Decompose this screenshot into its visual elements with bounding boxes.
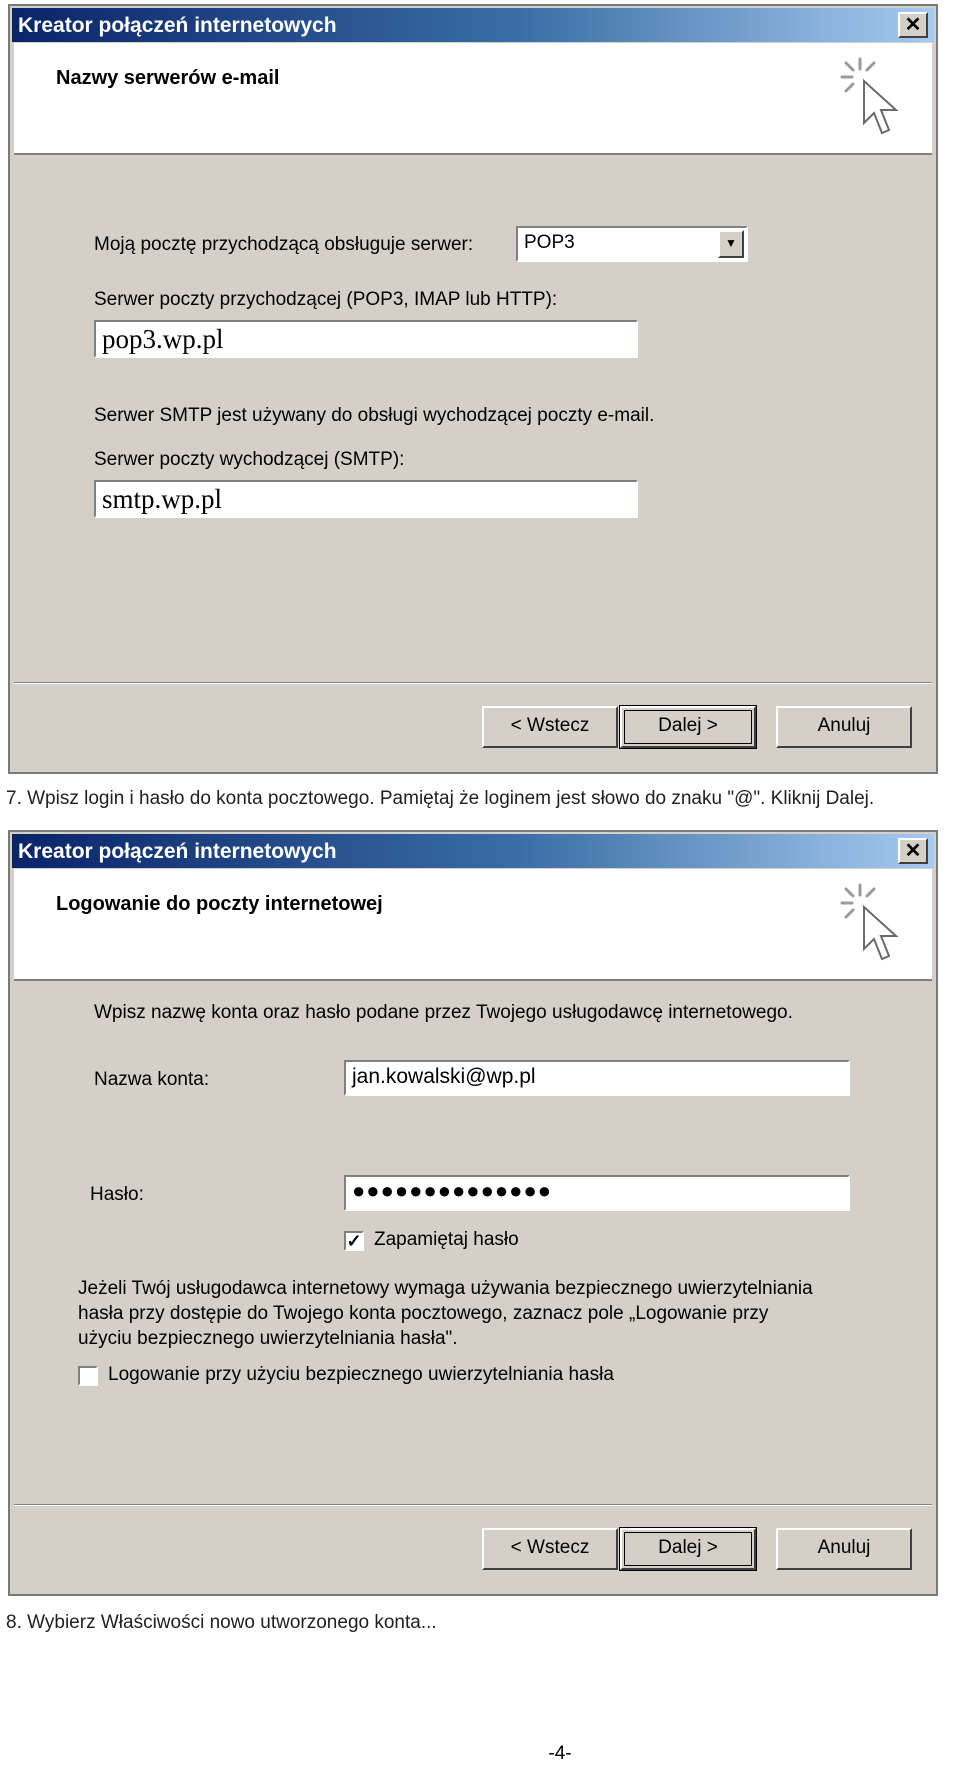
step-7-caption: 7. Wpisz login i hasło do konta pocztowego. Pamiętaj że loginem jest słowo do znaku "@". Kliknij Dalej. [6,788,875,809]
outgoing-server-label: Serwer poczty wychodzącej (SMTP): [94,449,405,470]
incoming-type-value: POP3 [524,232,575,253]
page-title: Logowanie do poczty internetowej [56,893,383,915]
password-input[interactable]: ●●●●●●●●●●●●●● [344,1175,850,1211]
remember-password-label: Zapamiętaj hasło [374,1229,519,1250]
account-name-label: Nazwa konta: [94,1069,210,1090]
spa-checkbox[interactable] [78,1366,98,1386]
smtp-info-text: Serwer SMTP jest używany do obsługi wychodzącej poczty e-mail. [94,405,655,426]
wizard-cursor-icon [834,53,914,145]
page-title: Nazwy serwerów e-mail [56,67,280,89]
close-button[interactable]: ✕ [898,12,928,38]
wizard-header [14,869,932,981]
spa-description-line-3: użyciu bezpiecznego uwierzytelniania hasła". [78,1328,458,1349]
title-bar [12,8,934,42]
back-button[interactable]: < Wstecz [482,1528,618,1570]
step-8-caption: 8. Wybierz Właściwości nowo utworzonego konta... [6,1612,437,1633]
window-title: Kreator połączeń internetowych [18,840,337,863]
incoming-type-select[interactable] [516,226,748,262]
incoming-server-input[interactable]: pop3.wp.pl [94,320,638,358]
password-label: Hasło: [90,1184,144,1205]
spa-checkbox-label: Logowanie przy użyciu bezpiecznego uwierzytelniania hasła [108,1364,614,1385]
chevron-down-icon[interactable]: ▼ [718,230,744,258]
server-names-dialog [8,4,938,774]
remember-password-checkbox[interactable]: ✓ [344,1231,364,1251]
incoming-type-label: Moją pocztę przychodzącą obsługuje serwer: [94,234,474,255]
cancel-button[interactable]: Anuluj [776,1528,912,1570]
spa-description-line-1: Jeżeli Twój usługodawca internetowy wymaga używania bezpiecznego uwierzytelniania [78,1278,813,1299]
cancel-button[interactable]: Anuluj [776,706,912,748]
instruction-text: Wpisz nazwę konta oraz hasło podane przez Twojego usługodawcę internetowego. [94,1002,793,1023]
button-separator [14,682,932,684]
spa-description-line-2: hasła przy dostępie do Twojego konta pocztowego, zaznacz pole „Logowanie przy [78,1303,769,1324]
next-button[interactable]: Dalej > [620,1528,756,1570]
page-number: -4- [548,1743,572,1764]
account-name-input[interactable]: jan.kowalski@wp.pl [344,1060,850,1096]
button-separator [14,1504,932,1506]
wizard-header [14,43,932,155]
next-button[interactable]: Dalej > [620,706,756,748]
close-button[interactable]: ✕ [898,838,928,864]
outgoing-server-input[interactable]: smtp.wp.pl [94,480,638,518]
window-title: Kreator połączeń internetowych [18,14,337,37]
title-bar [12,834,934,868]
incoming-server-label: Serwer poczty przychodzącej (POP3, IMAP lub HTTP): [94,289,558,310]
back-button[interactable]: < Wstecz [482,706,618,748]
wizard-cursor-icon [834,879,914,971]
mail-logon-dialog [8,830,938,1596]
